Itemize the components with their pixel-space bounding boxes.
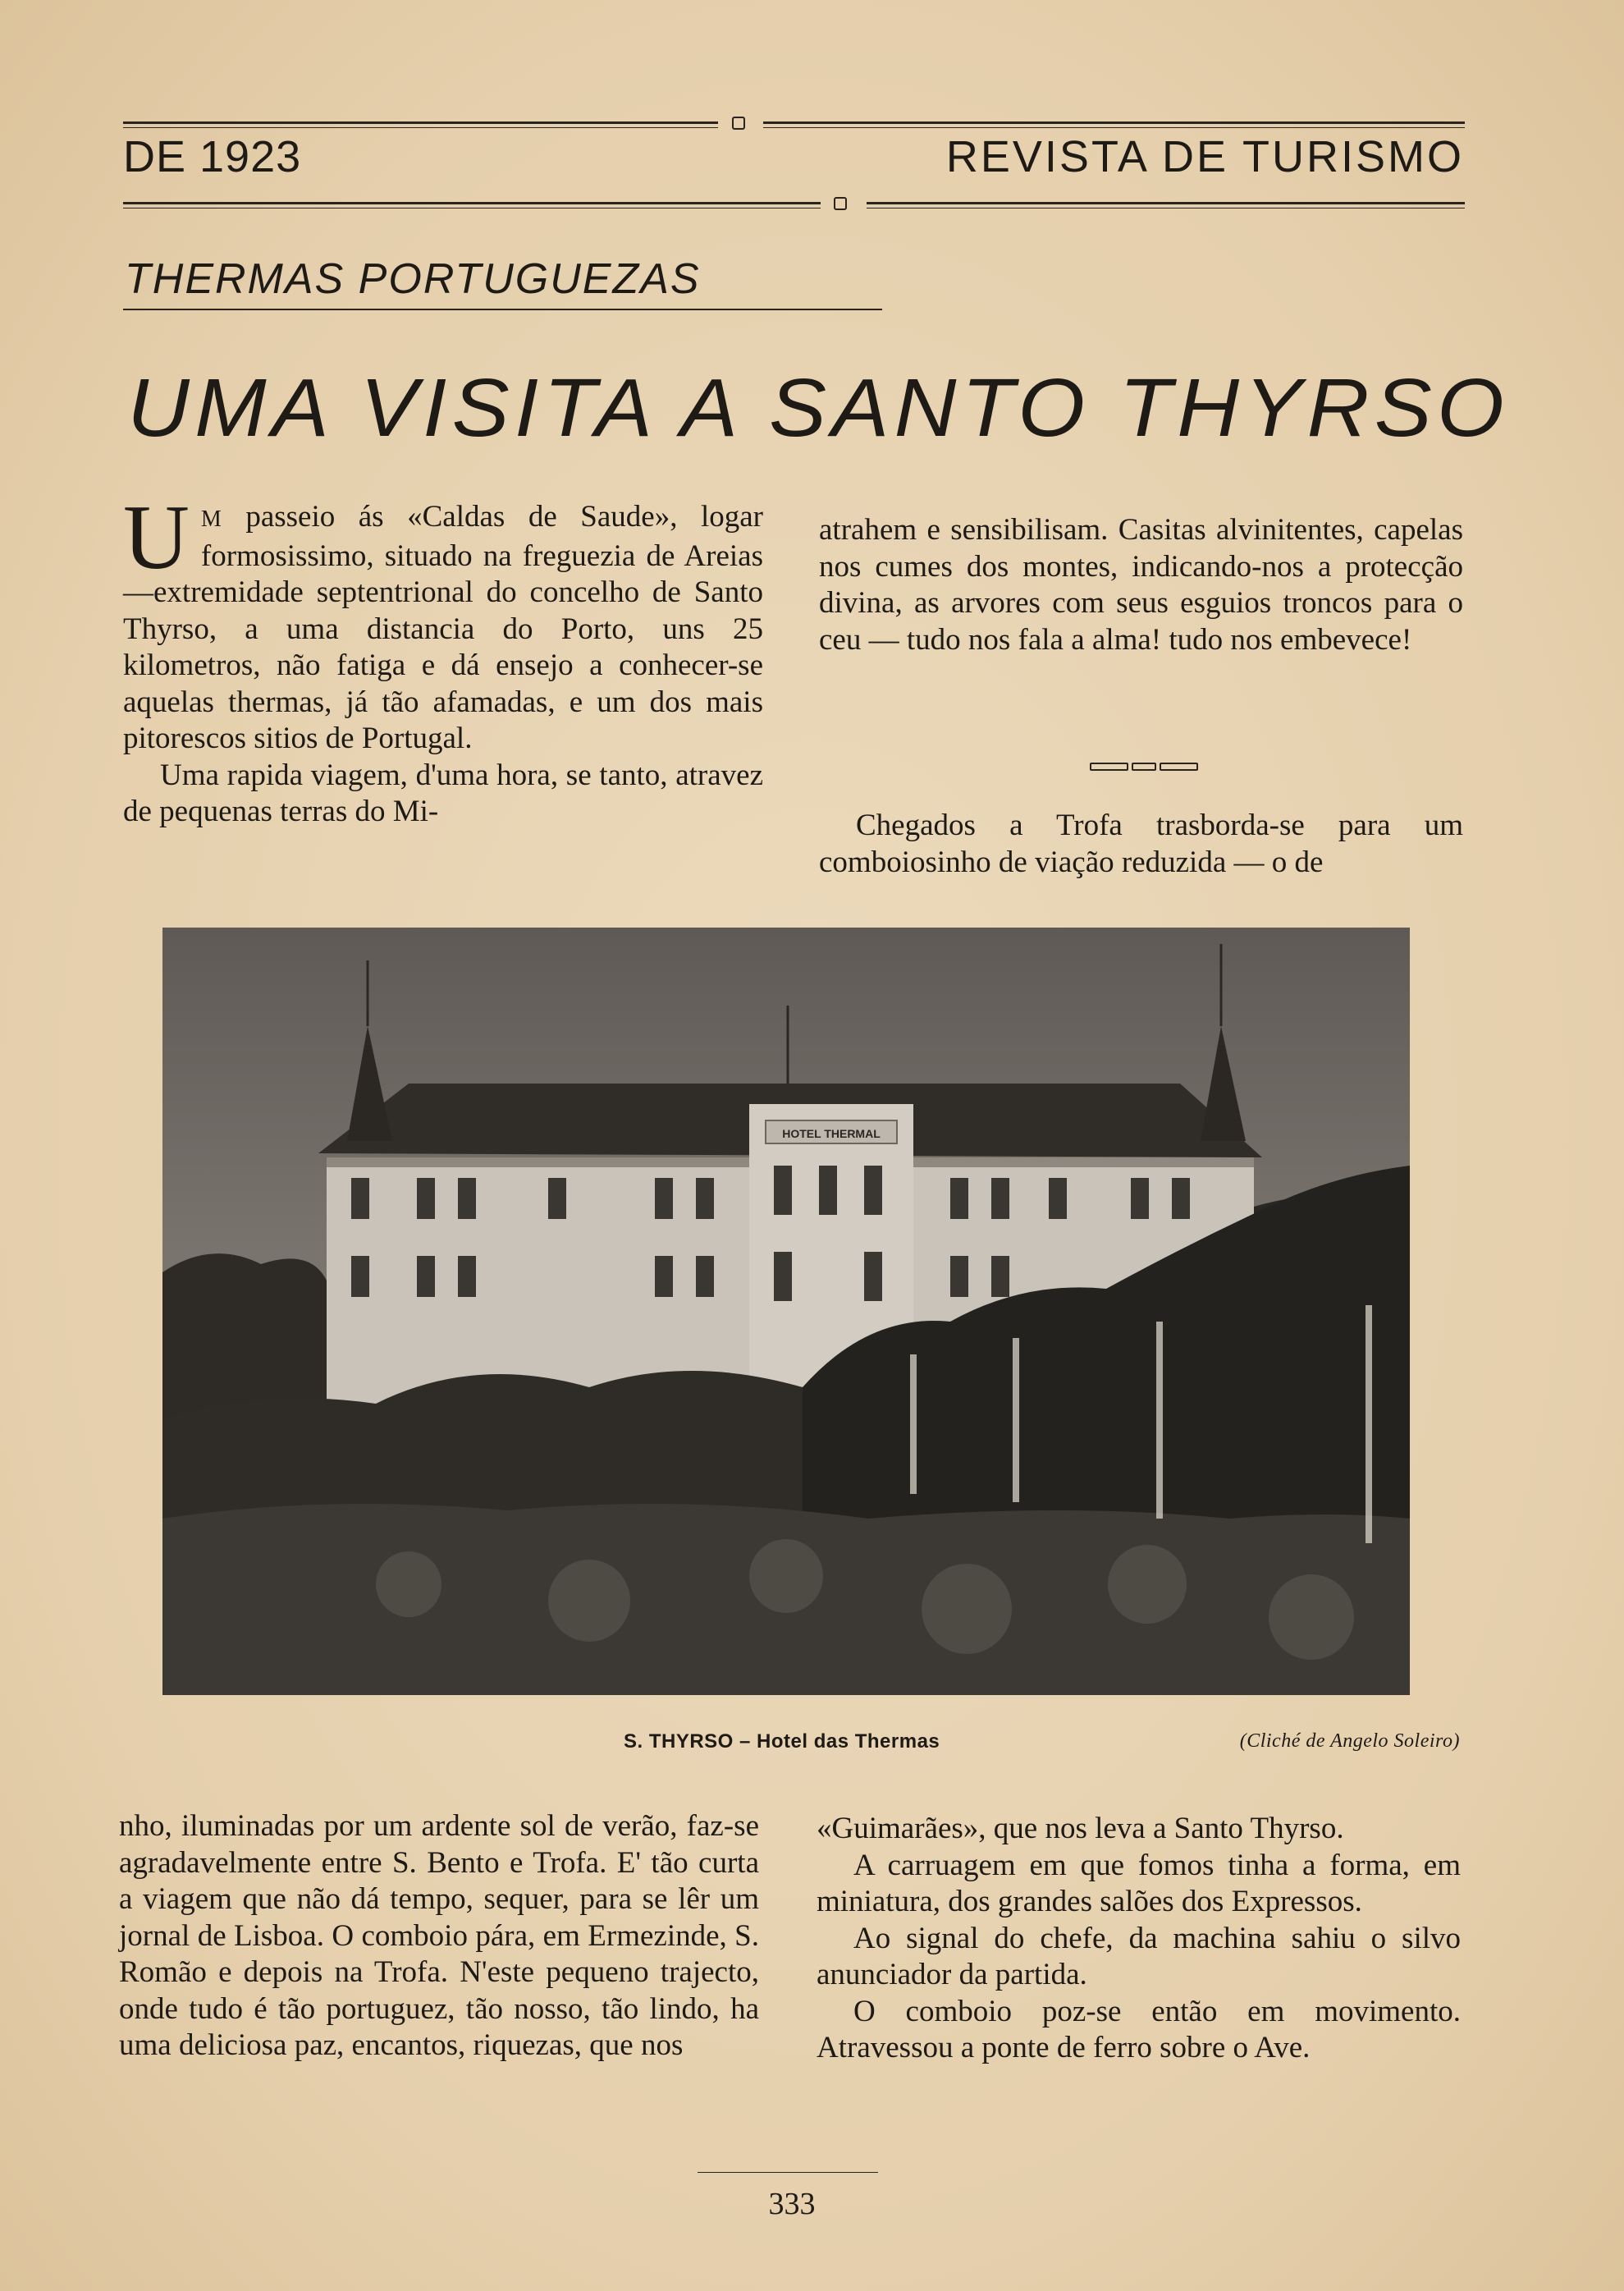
header-top-rule-left <box>123 121 718 124</box>
header-top-rule-right <box>763 121 1465 124</box>
paragraph: O comboio poz-se então em movimento. Atravessou a ponte de ferro sobre o Ave. <box>817 1994 1461 2064</box>
header-date: DE 1923 <box>123 132 302 181</box>
hotel-sign: HOTEL THERMAL <box>782 1127 881 1140</box>
small-caps-letter: M <box>200 506 222 532</box>
paragraph: Ao signal do chefe, da machina sahiu o silvo anunciador da partida. <box>817 1921 1461 1991</box>
column-upper-right-continued <box>819 808 1463 881</box>
article-title: UMA VISITA A SANTO THYRSO <box>127 362 1510 454</box>
paragraph-intro <box>123 487 763 758</box>
column-lower-right <box>817 1811 1461 2067</box>
paragraph: Uma rapida viagem, d'uma hora, se tanto, atravez de pequenas terras do Mi- <box>123 758 763 828</box>
photo-caption: S. THYRSO – Hotel das Thermas <box>624 1730 940 1753</box>
section-underline <box>123 309 882 310</box>
header-top-rule-right-thin <box>763 127 1465 128</box>
section-divider-ornament <box>1090 763 1198 771</box>
paragraph: «Guimarães», que nos leva a Santo Thyrso. <box>817 1812 1344 1845</box>
paragraph: atrahem e sensibilisam. Casitas alvinitentes, capelas nos cumes dos montes, indicando-nos a protecção divina, as arvores com seus esguios troncos para o ceu — tudo nos fala a alma! tudo nos embevece! <box>819 513 1463 657</box>
header-ornament-top <box>732 117 745 130</box>
drop-cap: U <box>123 487 190 589</box>
header-top-rule-left-thin <box>123 127 718 128</box>
header-ornament-bottom <box>834 197 847 210</box>
header-magazine-title: REVISTA DE TURISMO <box>945 132 1464 181</box>
column-upper-right <box>819 512 1463 658</box>
header-bottom-rule-left <box>123 202 821 204</box>
column-upper-left <box>123 487 763 831</box>
paragraph: A carruagem em que fomos tinha a forma, em miniatura, dos grandes salões dos Expressos. <box>817 1848 1461 1918</box>
header-bottom-rule-right <box>867 202 1465 204</box>
paragraph: Chegados a Trofa trasborda-se para um comboiosinho de viação reduzida — o de <box>819 809 1463 879</box>
footer-rule <box>698 2172 878 2173</box>
section-heading: THERMAS PORTUGUEZAS <box>125 255 701 303</box>
hotel-photograph <box>162 928 1410 1695</box>
photo-credit: (Cliché de Angelo Soleiro) <box>1239 1730 1460 1752</box>
paragraph-text: passeio ás «Caldas de Saude», logar formosissimo, situado na freguezia de Areias—extremidade septentrional do concelho de Santo Thyrso, a uma distancia do Porto, uns 25 kilometros, não fatiga e dá ensejo a conhecer-se aquelas thermas, já tão afamadas, e um dos mais pitorescos sitios de Portugal. <box>123 500 763 755</box>
paragraph: nho, iluminadas por um ardente sol de verão, faz-se agradavelmente entre S. Bento e Trofa. E' tão curta a viagem que não dá tempo, sequer, para se lêr um jornal de Lisboa. O comboio pára, em Ermezinde, S. Romão e depois na Trofa. N'este pequeno trajecto, onde tudo é tão portuguez, tão nosso, tão lindo, ha uma deliciosa paz, encantos, riquezas, que nos <box>119 1809 759 2062</box>
column-lower-left <box>119 1808 759 2064</box>
page-number: 333 <box>768 2187 816 2221</box>
